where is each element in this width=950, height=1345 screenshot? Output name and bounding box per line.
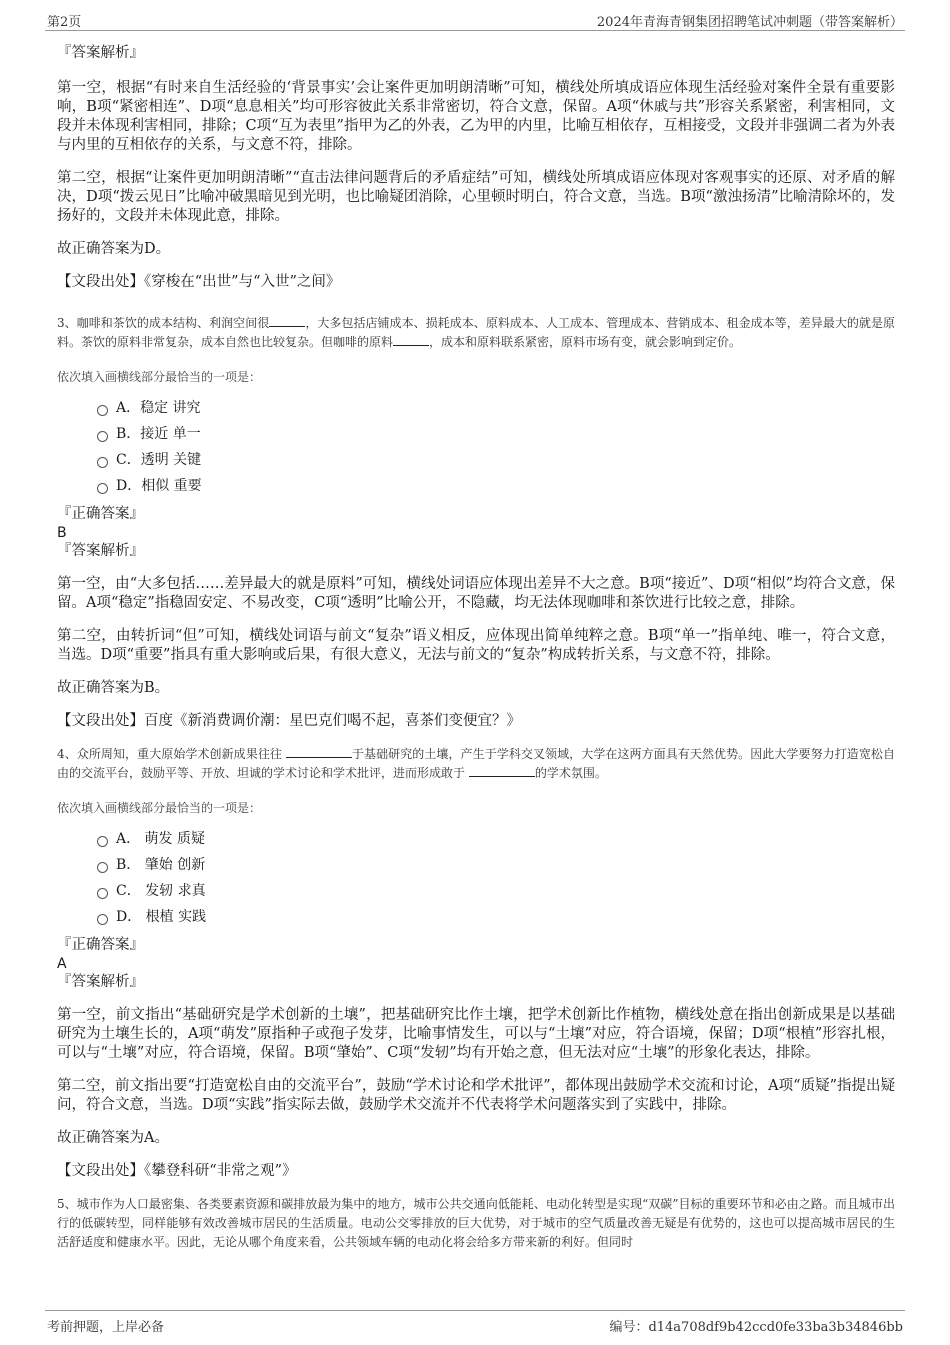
radio-icon[interactable] bbox=[97, 431, 108, 442]
option-d[interactable]: D．相似 重要 bbox=[97, 473, 895, 499]
analysis-label: 『答案解析』 bbox=[57, 543, 144, 559]
page-footer bbox=[45, 1310, 905, 1333]
analysis-paragraph: 第二空，前文指出要“打造宽松自由的交流平台”，鼓励“学术讨论和学术批评”，都体现出鼓励学术交流和讨论，A项“质疑”指提出疑问，符合文意，当选。D项“实践”指实际去做，鼓励学术交流并不代表将学术问题落实到了实践中，排除。 bbox=[57, 1078, 895, 1113]
fill-blank bbox=[286, 745, 352, 758]
question-stem: 5、城市作为人口最密集、各类要素资源和碳排放最为集中的地方，城市公共交通向低能耗、电动化转型是实现“双碳”目标的重要环节和必由之路。而且城市出行的低碳转型，同样能够有效改善城市居民的生活质量。电动公交零排放的巨大优势，对于城市的空气质量改善无疑是有优势的，这也可以提高城市居民的生活舒适度和健康水平。因此，无论从哪个角度来看，公共领域车辆的电动化将会给多方带来新的利好。但同时 bbox=[57, 1197, 895, 1249]
answer-label: 『正确答案』 bbox=[57, 937, 144, 953]
question-prompt: 依次填入画横线部分最恰当的一项是： bbox=[57, 801, 262, 815]
page-header bbox=[45, 8, 905, 31]
option-b[interactable]: B．接近 单一 bbox=[97, 421, 895, 447]
radio-icon[interactable] bbox=[97, 914, 108, 925]
document-id: 编号：d14a708df9b42ccd0fe33ba3b34846bb bbox=[609, 1320, 903, 1335]
question-stem: 3、咖啡和茶饮的成本结构、利润空间很 ，大多包括店铺成本、损耗成本、原料成本、人工成本、管理成本、营销成本、租金成本等，差异最大的就是原料。茶饮的原料非常复杂，成本自然也比较复杂。但咖啡的原料 ，成本和原料联系紧密，原料市场有变，就会影响到定价。 bbox=[57, 316, 895, 349]
option-a[interactable]: A．稳定 讲究 bbox=[97, 395, 895, 421]
fill-blank bbox=[269, 314, 305, 327]
question-stem: 4、众所周知，重大原始学术创新成果往往 于基础研究的土壤，产生于学科交叉领域，大学在这两方面具有天然优势。因此大学要努力打造宽松自由的交流平台，鼓励平等、开放、坦诚的学术讨论和学术批评，进而形成敢于 的学术氛围。 bbox=[57, 747, 895, 780]
correct-answer: A bbox=[57, 956, 67, 972]
option-d[interactable]: D． 根植 实践 bbox=[97, 904, 895, 930]
answer-conclusion: 故正确答案为B。 bbox=[57, 680, 170, 696]
analysis-label: 『答案解析』 bbox=[57, 45, 144, 61]
answer-conclusion: 故正确答案为D。 bbox=[57, 241, 171, 257]
answer-conclusion: 故正确答案为A。 bbox=[57, 1130, 169, 1146]
fill-blank bbox=[469, 764, 535, 777]
radio-icon[interactable] bbox=[97, 405, 108, 416]
footer-slogan: 考前押题，上岸必备 bbox=[47, 1320, 165, 1335]
radio-icon[interactable] bbox=[97, 836, 108, 847]
option-b[interactable]: B． 肇始 创新 bbox=[97, 852, 895, 878]
option-c[interactable]: C．透明 关键 bbox=[97, 447, 895, 473]
radio-icon[interactable] bbox=[97, 862, 108, 873]
radio-icon[interactable] bbox=[97, 457, 108, 468]
analysis-paragraph: 第一空，前文指出“基础研究是学术创新的土壤”，把基础研究比作土壤，把学术创新比作植物，横线处意在指出创新成果是以基础研究为土壤生长的，A项“萌发”原指种子或孢子发芽，比喻事情发生，可以与“土壤”对应，符合语境，保留；D项“根植”形容扎根，可以与“土壤”对应，符合语境，保留。B项“肇始”、C项“发轫”均有开始之意，但无法对应“土壤”的形象化表达，排除。 bbox=[57, 1007, 895, 1061]
analysis-label: 『答案解析』 bbox=[57, 974, 144, 990]
document-title: 2024年青海青钢集团招聘笔试冲刺题（带答案解析） bbox=[596, 15, 903, 30]
analysis-paragraph: 第二空，由转折词“但”可知，横线处词语与前文“复杂”语义相反，应体现出简单纯粹之意。B项“单一”指单纯、唯一，符合文意，当选。D项“重要”指具有重大影响或后果，有很大意义，无法与前文的“复杂”构成转折关系，与文意不符，排除。 bbox=[57, 628, 895, 663]
source-citation: 【文段出处】百度《新消费调价潮：星巴克们喝不起，喜茶们变便宜？》 bbox=[57, 713, 521, 729]
document-body bbox=[57, 44, 895, 1252]
analysis-paragraph: 第一空，根据“有时来自生活经验的‘背景事实’会让案件更加明朗清晰”可知，横线处所填成语应体现生活经验对案件全景有重要影响，B项“紧密相连”、D项“息息相关”均可形容彼此关系非常密切，符合文意，保留。A项“休戚与共”形容关系紧密，利害相同，文段并未体现利害相同，排除；C项“互为表里”指甲为乙的外表，乙为甲的内里，比喻互相依存，互相接受，文段并非强调二者为外表与内里的互相依存的关系，与文意不符，排除。 bbox=[57, 80, 895, 153]
radio-icon[interactable] bbox=[97, 888, 108, 899]
page-number: 第2页 bbox=[47, 15, 82, 30]
option-list bbox=[57, 826, 895, 930]
analysis-paragraph: 第二空，根据“让案件更加明朗清晰”“直击法律问题背后的矛盾症结”可知，横线处所填成语应体现对客观事实的还原、对矛盾的解决，D项“拨云见日”比喻冲破黑暗见到光明，也比喻疑团消除，心里顿时明白，符合文意，当选。B项“激浊扬清”比喻清除坏的，发扬好的，文段并未体现此意，排除。 bbox=[57, 170, 895, 224]
analysis-paragraph: 第一空，由“大多包括……差异最大的就是原料”可知，横线处词语应体现出差异不大之意。B项“接近”、D项“相似”均符合文意，保留。A项“稳定”指稳固安定、不易改变，C项“透明”比喻公开，不隐藏，均无法体现咖啡和茶饮进行比较之意，排除。 bbox=[57, 576, 895, 611]
fill-blank bbox=[393, 333, 429, 346]
correct-answer: B bbox=[57, 525, 67, 541]
option-list bbox=[57, 395, 895, 499]
source-citation: 【文段出处】《穿梭在“出世”与“入世”之间》 bbox=[57, 274, 341, 290]
source-citation: 【文段出处】《攀登科研“非常之观”》 bbox=[57, 1163, 297, 1179]
option-a[interactable]: A． 萌发 质疑 bbox=[97, 826, 895, 852]
question-prompt: 依次填入画横线部分最恰当的一项是： bbox=[57, 370, 262, 384]
answer-label: 『正确答案』 bbox=[57, 506, 144, 522]
radio-icon[interactable] bbox=[97, 483, 108, 494]
option-c[interactable]: C． 发轫 求真 bbox=[97, 878, 895, 904]
